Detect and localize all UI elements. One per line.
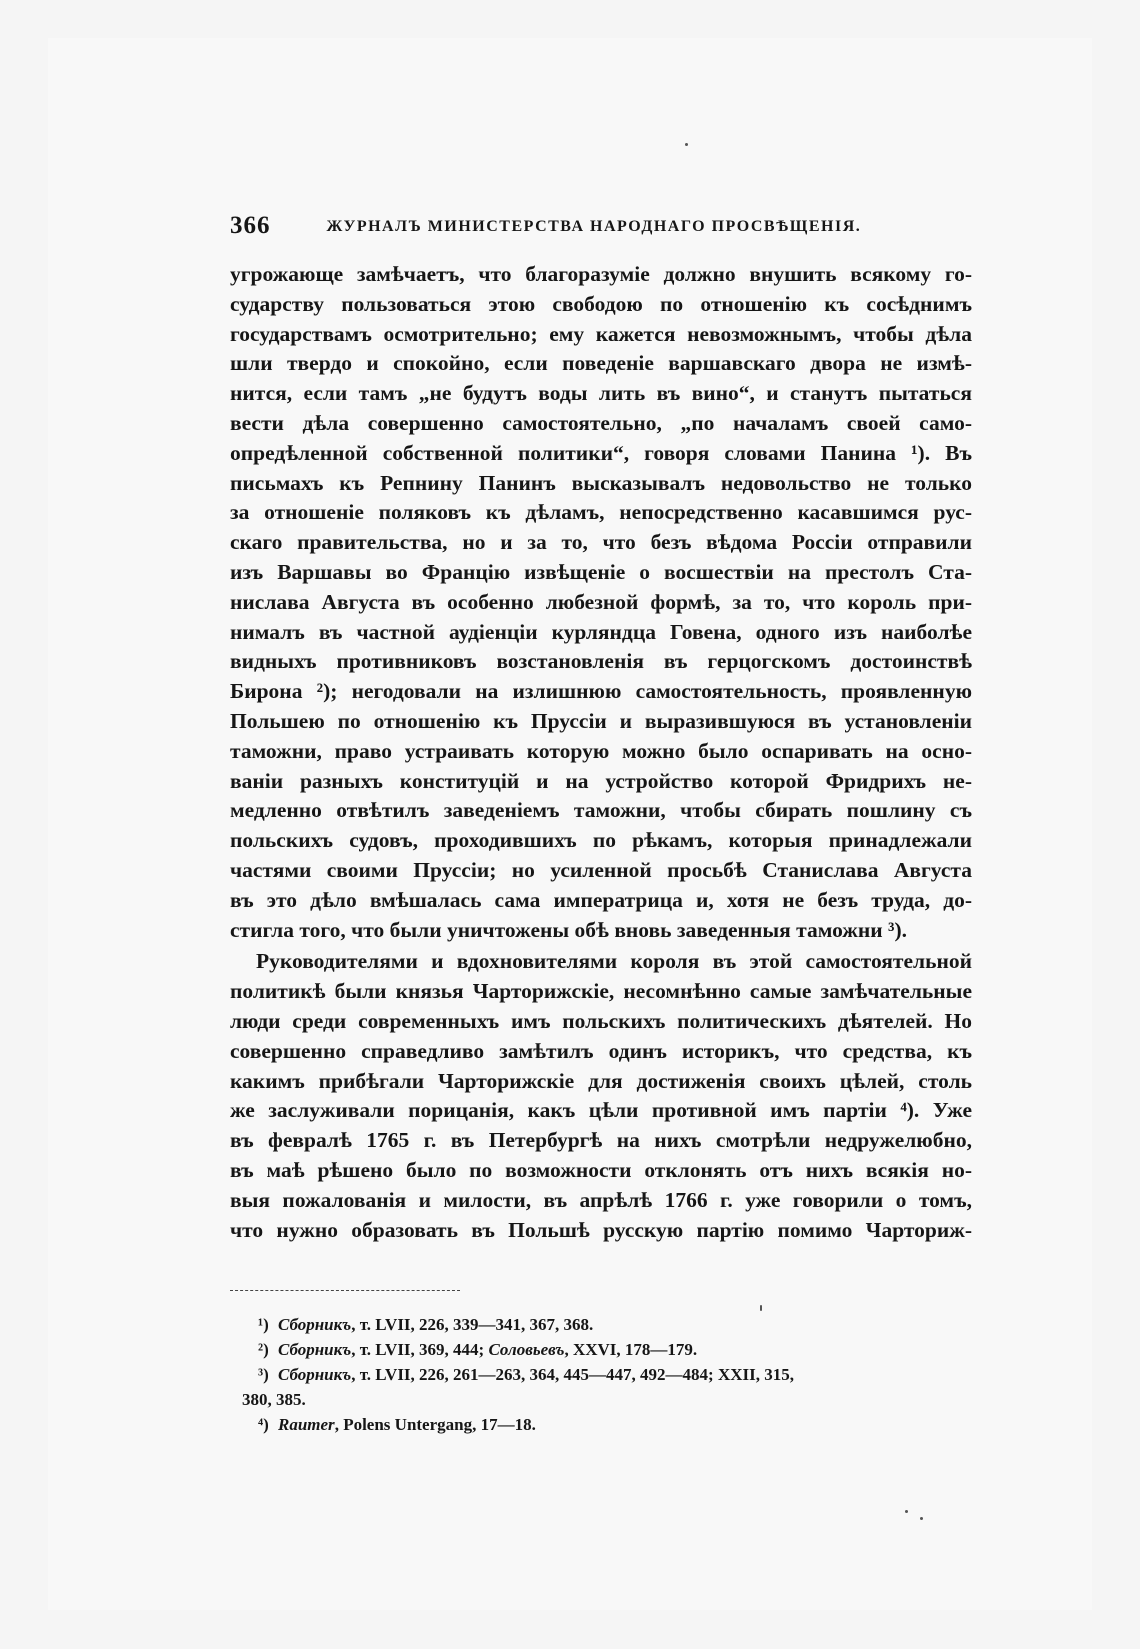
footnote-source: Сборникъ bbox=[278, 1340, 352, 1359]
paragraph-1 bbox=[230, 260, 972, 945]
text-line: выя пожалованія и милости, въ апрѣлѣ 1766 г. уже говорили о томъ, bbox=[230, 1187, 972, 1212]
footnote-text: , т. LVII, 369, 444; bbox=[351, 1340, 489, 1359]
text-line: въ маѣ рѣшено было по возможности отклонять отъ нихъ всякія но- bbox=[230, 1157, 972, 1182]
text-line: нится, если тамъ „не будутъ воды лить въ вино“, и станутъ пытаться bbox=[230, 381, 972, 406]
text-line: какимъ прибѣгали Чарторижскіе для достиженія своихъ цѣлей, столь bbox=[230, 1068, 972, 1093]
text-line: таможни, право устраивать которую можно было оспаривать на осно- bbox=[230, 738, 972, 763]
footnote-marker: ³) bbox=[258, 1365, 269, 1384]
text-line: совершенно справедливо замѣтилъ одинъ историкъ, что средства, къ bbox=[230, 1038, 972, 1063]
text-line: же заслуживали порицанія, какъ цѣли противной имъ партіи ⁴). Уже bbox=[230, 1098, 972, 1123]
text-line: медленно отвѣтилъ заведеніемъ таможни, чтобы сбирать пошлину съ bbox=[230, 798, 972, 823]
text-line: ваніи разныхъ конституцій и на устройство которой Фридрихъ не- bbox=[230, 768, 972, 793]
body-text bbox=[230, 260, 972, 1245]
footnote-source: Сборникъ bbox=[278, 1315, 352, 1334]
footnote-marker: ⁴) bbox=[258, 1415, 269, 1434]
footnote-3 bbox=[258, 1362, 970, 1387]
footnotes bbox=[242, 1312, 970, 1437]
footnote-2 bbox=[258, 1337, 970, 1362]
paragraph-2 bbox=[230, 947, 972, 1245]
text-line: угрожающе замѣчаетъ, что благоразуміе должно внушить всякому го- bbox=[230, 262, 972, 286]
text-line: сударству пользоваться этою свободою по отношенію къ сосѣднимъ bbox=[230, 291, 972, 316]
scan-speck bbox=[905, 1510, 908, 1513]
footnote-separator bbox=[230, 1290, 460, 1291]
footnote-4 bbox=[258, 1412, 970, 1437]
footnote-source: Соловьевъ bbox=[488, 1340, 565, 1359]
text-line: Польшею по отношенію къ Пруссіи и выразившуюся въ установленіи bbox=[230, 708, 972, 733]
footnote-text: , Polens Untergang, 17—18. bbox=[334, 1415, 536, 1434]
text-line: изъ Варшавы во Францію извѣщеніе о восшествіи на престолъ Ста- bbox=[230, 559, 972, 584]
footnote-source: Сборникъ bbox=[278, 1365, 352, 1384]
text-line: письмахъ къ Репнину Панинъ высказывалъ недовольство не только bbox=[230, 470, 972, 495]
text-line: въ это дѣло вмѣшалась сама императрица и, хотя не безъ труда, до- bbox=[230, 887, 972, 912]
text-line: скаго правительства, но и за то, что безъ вѣдома Россіи отправили bbox=[230, 530, 972, 555]
text-line: въ февралѣ 1765 г. въ Петербургѣ на нихъ смотрѣли недружелюбно, bbox=[230, 1128, 972, 1153]
text-line: что нужно образовать въ Польшѣ русскую партію помимо Чарториж- bbox=[230, 1217, 972, 1242]
scan-speck bbox=[685, 143, 688, 146]
text-line: нислава Августа въ особенно любезной формѣ, за то, что король при- bbox=[230, 589, 972, 614]
page-number: 366 bbox=[230, 212, 271, 239]
page-header bbox=[230, 212, 978, 240]
text-line: стигла того, что были уничтожены обѣ вновь заведенныя таможни ³). bbox=[230, 917, 907, 942]
text-line: нималъ въ частной аудіенціи курляндца Говена, одного изъ наиболѣе bbox=[230, 619, 972, 644]
text-line: опредѣленной собственной политики“, говоря словами Панина ¹). Въ bbox=[230, 440, 972, 465]
footnote-marker: ²) bbox=[258, 1340, 269, 1359]
scan-speck bbox=[760, 1305, 762, 1311]
footnote-text: , т. LVII, 226, 261—263, 364, 445—447, 492—484; XXII, 315, bbox=[351, 1365, 794, 1384]
text-line: государствамъ осмотрительно; ему кажется невозможнымъ, чтобы дѣла bbox=[230, 321, 972, 346]
footnote-source: Raumer bbox=[278, 1415, 335, 1434]
text-line: шли твердо и спокойно, если поведеніе варшавскаго двора не измѣ- bbox=[230, 351, 972, 376]
running-head: ЖУРНАЛЪ МИНИСТЕРСТВА НАРОДНАГО ПРОСВѢЩЕНІЯ. bbox=[326, 218, 862, 235]
text-line: люди среди современныхъ имъ польскихъ политическихъ дѣятелей. Но bbox=[230, 1008, 972, 1033]
footnote-text: , т. LVII, 226, 339—341, 367, 368. bbox=[351, 1315, 594, 1334]
footnote-1 bbox=[258, 1312, 970, 1337]
text-line: Руководителями и вдохновителями короля въ этой самостоятельной bbox=[256, 949, 972, 974]
footnote-text: , XXVI, 178—179. bbox=[564, 1340, 698, 1359]
text-line: видныхъ противниковъ возстановленія въ герцогскомъ достоинствѣ bbox=[230, 649, 972, 674]
text-line: за отношеніе поляковъ къ дѣламъ, непосредственно касавшимся рус- bbox=[230, 500, 972, 525]
text-line: частями своими Пруссіи; но усиленной просьбѣ Станислава Августа bbox=[230, 857, 972, 882]
text-line: политикѣ были князья Чарторижскіе, несомнѣнно самые замѣчательные bbox=[230, 979, 972, 1004]
text-line: вести дѣла совершенно самостоятельно, „по началамъ своей само- bbox=[230, 410, 972, 435]
text-line: польскихъ судовъ, проходившихъ по рѣкамъ, которыя принадлежали bbox=[230, 828, 972, 853]
footnote-3-continuation: 380, 385. bbox=[242, 1390, 306, 1409]
footnote-marker: ¹) bbox=[258, 1315, 269, 1334]
scan-speck bbox=[920, 1517, 923, 1520]
text-line: Бирона ²); негодовали на излишнюю самостоятельность, проявленную bbox=[230, 679, 972, 704]
